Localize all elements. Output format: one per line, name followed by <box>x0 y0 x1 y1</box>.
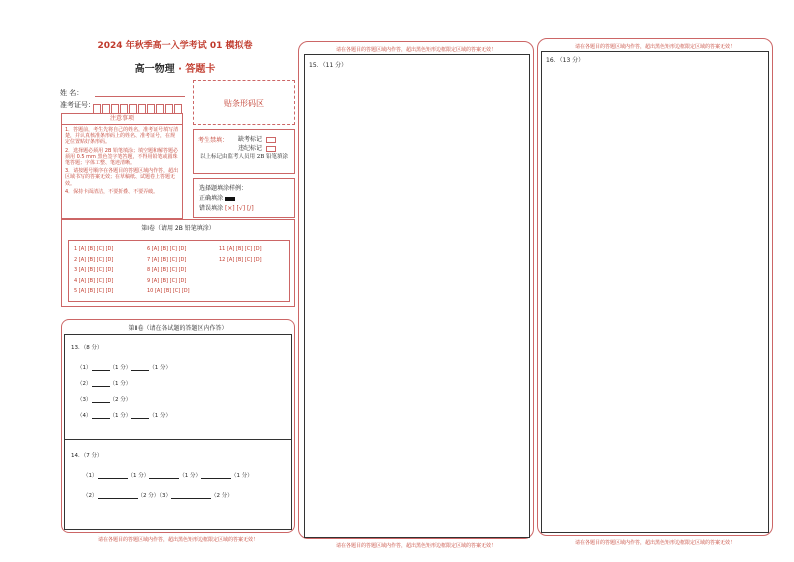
correct-fill-label: 正确填涂 <box>199 195 224 202</box>
choice-row[interactable]: 4 [A] [B] [C] [D] <box>74 277 114 284</box>
question-divider <box>65 439 291 440</box>
section-one-title: 第Ⅰ卷（请用 2B 铅笔填涂） <box>141 225 215 232</box>
exam-id-boxes[interactable] <box>93 99 188 111</box>
notes-item: 1．答题前，考生先将自己的姓名，准考证号填写清楚，并认真核准条形码上的姓名、准考证号，在规定位置贴好条形码。 <box>65 127 179 146</box>
absent-label: 缺考标记 <box>238 136 263 143</box>
choice-row[interactable]: 1 [A] [B] [C] [D] <box>74 246 114 252</box>
notes-title: 注意事项 <box>62 114 182 125</box>
q16-heading: 16．（13 分） <box>546 57 585 64</box>
violation-checkbox[interactable] <box>266 146 276 152</box>
fill-sample-box <box>193 178 295 218</box>
q14-heading: 14．（7 分） <box>71 453 103 459</box>
answer-blank[interactable] <box>98 478 128 479</box>
answer-blank[interactable] <box>92 386 110 387</box>
notes-item: 4．保持卡面清洁，不要折叠、不要弄破。 <box>65 188 159 195</box>
choice-row[interactable]: 8 [A] [B] [C] [D] <box>147 267 187 273</box>
q14-line-2: （2） （2 分）（3） （2 分） <box>83 493 233 499</box>
q13-line-1: （1） （1 分） （1 分） <box>77 365 171 371</box>
answer-blank[interactable] <box>92 402 110 403</box>
staff-mark-box <box>193 129 295 174</box>
answer-blank[interactable] <box>131 370 149 371</box>
absent-checkbox[interactable] <box>266 137 276 143</box>
warning-top-q15: 请在各题目的答题区域内作答，超出黑色矩形边框限定区域的答案无效！ <box>335 47 496 53</box>
choice-row[interactable]: 7 [A] [B] [C] [D] <box>147 256 187 263</box>
answer-area-13-14[interactable] <box>64 334 292 530</box>
q13-line-2: （2） （1 分） <box>77 381 132 387</box>
q13-line-4: （4） （1 分） （1 分） <box>77 413 171 419</box>
correct-fill-swatch <box>225 197 235 201</box>
sample-title: 选择题填涂样例： <box>199 185 248 192</box>
q15-heading: 15．（11 分） <box>309 62 348 69</box>
card-subtitle <box>60 60 290 75</box>
q15-panel <box>298 41 534 539</box>
subtitle-separator: · <box>178 64 182 75</box>
name-field[interactable] <box>95 96 185 97</box>
answer-blank[interactable] <box>201 478 231 479</box>
q14-line-1: （1） （1 分） （1 分） （1 分） <box>83 473 253 479</box>
choice-row[interactable]: 12 [A] [B] [C] [D] <box>219 256 262 263</box>
choice-row[interactable]: 2 [A] [B] [C] [D] <box>74 256 114 263</box>
notes-item: 3．请按题号顺序在各题目的答题区域内作答，超出区域书写的答案无效；在草稿纸、试题卷上答题无效。 <box>65 168 179 187</box>
wrong-fill-marks: [×] [√] [/] <box>224 205 254 212</box>
choice-row[interactable]: 11 [A] [B] [C] [D] <box>219 246 262 252</box>
name-label: 姓 名： <box>60 89 84 97</box>
answer-blank[interactable] <box>92 418 110 419</box>
q16-panel <box>537 38 773 536</box>
staff-note: 以上标记由监考人员用 2B 铅笔填涂 <box>200 154 289 160</box>
choice-row[interactable]: 3 [A] [B] [C] [D] <box>74 267 114 273</box>
card-label: 答题卡 <box>185 64 216 75</box>
answer-blank[interactable] <box>98 498 138 499</box>
answer-blank[interactable] <box>171 498 211 499</box>
warning-col1: 请在各题目的答题区域内作答，超出黑色矩形边框限定区域的答案无效！ <box>97 537 258 543</box>
answer-area-16[interactable] <box>541 51 769 533</box>
section-two <box>61 319 295 533</box>
violation-label: 违纪标记 <box>238 145 263 152</box>
q13-heading: 13．（8 分） <box>71 345 103 351</box>
warning-col3: 请在各题目的答题区域内作答，超出黑色矩形边框限定区域的答案无效！ <box>574 540 735 546</box>
answer-blank[interactable] <box>149 478 179 479</box>
wrong-fill-label: 错误填涂 <box>199 205 224 212</box>
answer-blank[interactable] <box>92 370 110 371</box>
subject-label: 高一物理 <box>134 64 175 75</box>
choice-row[interactable]: 5 [A] [B] [C] [D] <box>74 288 114 294</box>
exam-id-label: 准考证号： <box>60 101 95 109</box>
barcode-area: 贴条形码区 <box>193 80 295 125</box>
choice-row[interactable]: 9 [A] [B] [C] [D] <box>147 277 187 284</box>
choice-grid <box>68 240 290 302</box>
answer-area-15[interactable] <box>304 54 530 538</box>
notes-box <box>61 113 183 219</box>
section-two-title: 第Ⅱ卷（请在各试题的答题区内作答） <box>128 325 228 332</box>
choice-row[interactable]: 10 [A] [B] [C] [D] <box>147 288 190 294</box>
choice-row[interactable]: 6 [A] [B] [C] [D] <box>147 246 187 252</box>
answer-blank[interactable] <box>131 418 149 419</box>
section-one <box>61 219 295 307</box>
exam-title: 2024 年秋季高一入学考试 01 模拟卷 <box>97 41 253 51</box>
warning-col2: 请在各题目的答题区域内作答，超出黑色矩形边框限定区域的答案无效！ <box>335 543 496 549</box>
staff-only-label: 考生禁填： <box>198 137 229 144</box>
q13-line-3: （3） （2 分） <box>77 397 132 403</box>
notes-item: 2．选择题必须用 2B 铅笔填涂；填空题和解答题必须用 0.5 mm 黑色签字笔答题，不得用铅笔或圆珠笔答题；字体工整、笔迹清晰。 <box>65 147 178 167</box>
warning-top-q16: 请在各题目的答题区域内作答，超出黑色矩形边框限定区域的答案无效！ <box>574 44 735 50</box>
